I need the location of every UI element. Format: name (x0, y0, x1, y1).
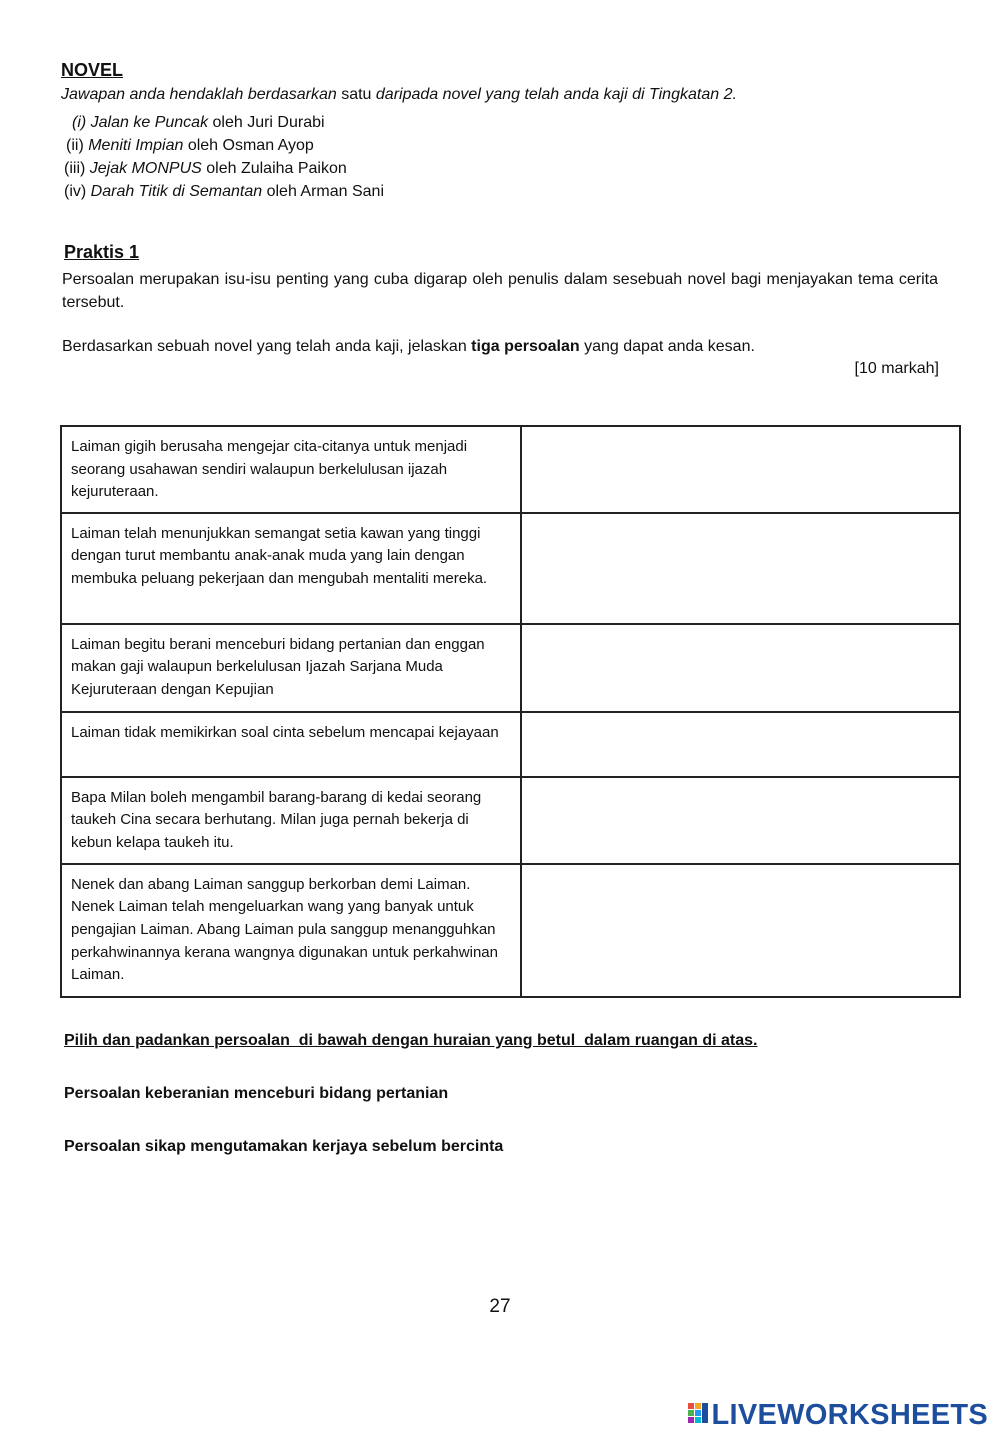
novel-number: (iii) (64, 160, 90, 177)
novel-item (64, 157, 384, 180)
novel-number: (ii) (66, 137, 89, 154)
novel-item (64, 180, 384, 203)
novel-item (64, 134, 384, 157)
description-cell: Laiman begitu berani menceburi bidang pertanian dan enggan makan gaji walaupun berkelulusan Ijazah Sarjana Muda Kejuruteraan dengan Kepujian (61, 624, 521, 712)
novel-title: Meniti Impian (88, 137, 184, 154)
question-emphasis: tiga persoalan (471, 338, 580, 355)
answer-option[interactable]: Persoalan sikap mengutamakan kerjaya sebelum bercinta (64, 1138, 504, 1155)
practice-question (62, 338, 755, 356)
table-row (61, 624, 960, 712)
question-text: Berdasarkan sebuah novel yang telah anda kaji, jelaskan (62, 338, 472, 355)
novel-author: oleh Arman Sani (262, 183, 385, 200)
novel-item (64, 111, 384, 134)
table-row (61, 777, 960, 864)
description-cell: Laiman telah menunjukkan semangat setia kawan yang tinggi dengan turut membantu anak-anak muda yang lain dengan membuka peluang pekerjaan dan mengubah mentaliti mereka. (61, 513, 521, 624)
liveworksheets-logo-icon (688, 1401, 710, 1429)
novel-author: oleh Zulaiha Paikon (201, 160, 347, 177)
matching-instruction: Pilih dan padankan persoalan di bawah dengan huraian yang betul dalam ruangan di atas. (64, 1032, 758, 1049)
answer-drop-zone[interactable] (521, 513, 960, 624)
description-cell: Laiman gigih berusaha mengejar cita-citanya untuk menjadi seorang usahawan sendiri walaupun berkelulusan ijazah kejuruteraan. (61, 426, 521, 513)
answer-drop-zone[interactable] (521, 777, 960, 864)
intro-part-3: daripada novel yang telah anda kaji di Tingkatan 2. (375, 86, 737, 103)
liveworksheets-logo-text: LIVEWORKSHEETS (711, 1399, 988, 1431)
novel-list (64, 111, 384, 203)
answer-option[interactable]: Persoalan keberanian menceburi bidang pertanian (64, 1085, 449, 1102)
table-row (61, 426, 960, 513)
practice-paragraph: Persoalan merupakan isu-isu penting yang cuba digarap oleh penulis dalam sesebuah novel bagi menjayakan tema cerita tersebut. (62, 271, 938, 311)
novel-title: Jalan ke Puncak (90, 114, 209, 131)
novel-title: Darah Titik di Semantan (90, 183, 263, 200)
section-title-novel: NOVEL (61, 60, 124, 80)
answer-drop-zone[interactable] (521, 426, 960, 513)
description-cell: Nenek dan abang Laiman sanggup berkorban demi Laiman. Nenek Laiman telah mengeluarkan wang yang banyak untuk pengajian Laiman. Abang Laiman pula sanggup menangguhkan perkahwinannya kerana wangnya digunakan untuk perkahwinan Laiman. (61, 864, 521, 997)
description-cell: Bapa Milan boleh mengambil barang-barang di kedai seorang taukeh Cina secara berhutang. Milan juga pernah bekerja di kebun kelapa taukeh itu. (61, 777, 521, 864)
question-text-end: yang dapat anda kesan. (579, 338, 755, 355)
table-row (61, 864, 960, 997)
practice-title: Praktis 1 (64, 242, 140, 262)
novel-author: oleh Juri Durabi (208, 114, 325, 131)
page-number: 27 (489, 1296, 511, 1317)
novel-number: (iv) (64, 183, 91, 200)
answer-drop-zone[interactable] (521, 712, 960, 777)
intro-part-1: Jawapan anda hendaklah berdasarkan (61, 86, 337, 103)
intro-text (61, 86, 737, 104)
novel-number: (i) (72, 114, 91, 131)
table-row (61, 513, 960, 624)
marks-label: [10 markah] (854, 360, 939, 377)
matching-table (60, 425, 961, 998)
answer-drop-zone[interactable] (521, 624, 960, 712)
liveworksheets-logo (688, 1399, 989, 1431)
answer-drop-zone[interactable] (521, 864, 960, 997)
intro-part-2: satu (336, 86, 376, 103)
description-cell: Laiman tidak memikirkan soal cinta sebelum mencapai kejayaan (61, 712, 521, 777)
novel-title: Jejak MONPUS (89, 160, 202, 177)
table-row (61, 712, 960, 777)
novel-author: oleh Osman Ayop (183, 137, 314, 154)
